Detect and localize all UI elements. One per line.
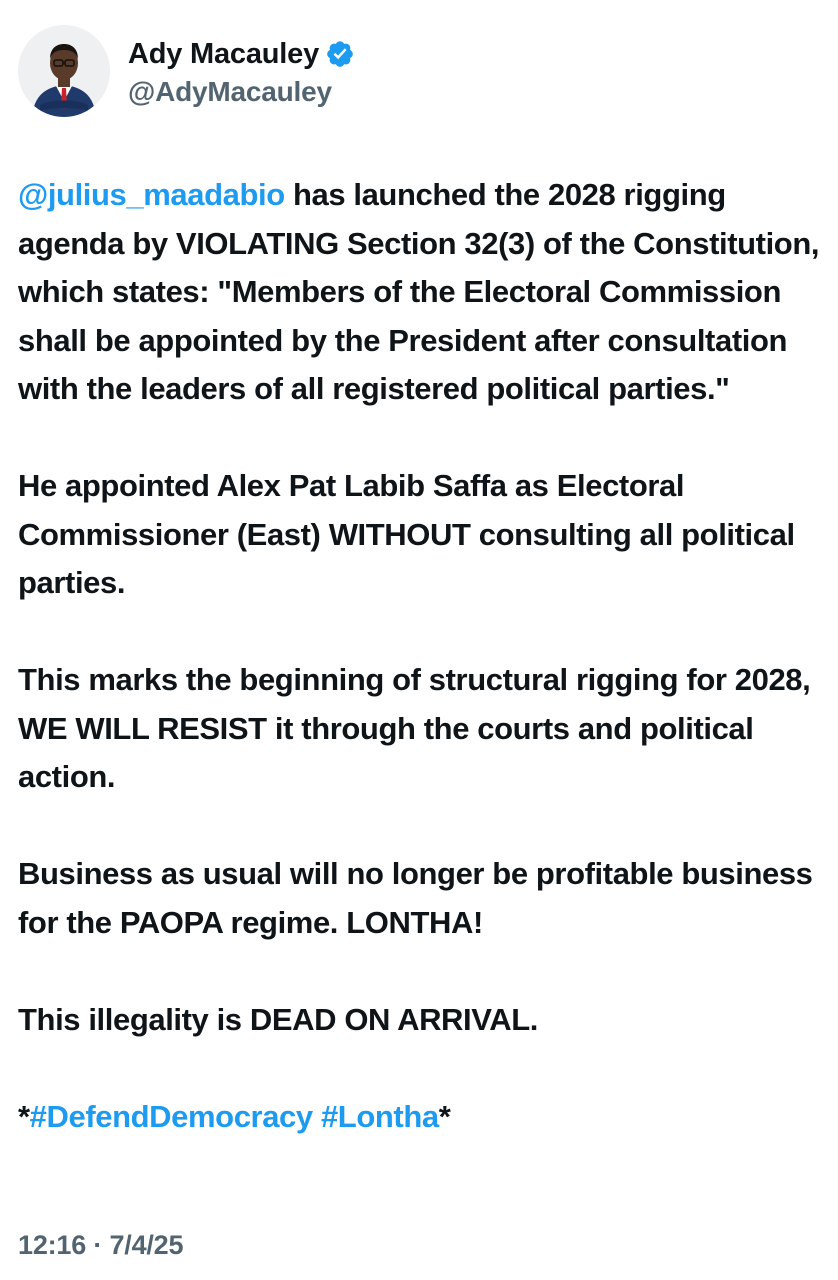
paragraph-2: He appointed Alex Pat Labib Saffa as Electoral Commissioner (East) WITHOUT consulting all political parties.	[18, 468, 795, 600]
display-name[interactable]: Ady Macauley	[128, 37, 320, 70]
hashtag-separator	[313, 1099, 321, 1134]
paragraph-1-text: has launched the 2028 rigging agenda by VIOLATING Section 32(3) of the Constitution, which states: "Members of the Electoral Commission shall be appointed by the President after consultation with the leaders of all registered political parties."	[18, 177, 820, 406]
paragraph-4: Business as usual will no longer be profitable business for the PAOPA regime. LONTHA!	[18, 856, 813, 940]
name-row	[128, 34, 355, 74]
author-names	[128, 34, 355, 108]
paragraph-1	[18, 171, 833, 414]
asterisk-suffix: *	[438, 1098, 451, 1134]
avatar[interactable]	[18, 25, 110, 117]
asterisk-prefix: *	[18, 1098, 30, 1134]
mention-link[interactable]: @julius_maadabio	[18, 177, 285, 212]
hashtag-lontha[interactable]: #Lontha	[320, 1098, 439, 1134]
hashtag-defenddemocracy[interactable]: #DefendDemocracy	[29, 1098, 313, 1134]
verified-badge-icon	[325, 39, 355, 69]
avatar-photo-icon	[18, 25, 110, 117]
paragraph-5: This illegality is DEAD ON ARRIVAL.	[18, 1001, 538, 1037]
paragraph-6	[18, 1093, 833, 1142]
tweet-header	[18, 24, 355, 118]
handle[interactable]: @AdyMacauley	[128, 76, 332, 107]
tweet-text	[18, 171, 833, 1141]
tweet-timestamp[interactable]: 12:16 · 7/4/25	[18, 1230, 184, 1260]
paragraph-3: This marks the beginning of structural rigging for 2028, WE WILL RESIST it through the courts and political action.	[18, 662, 811, 794]
